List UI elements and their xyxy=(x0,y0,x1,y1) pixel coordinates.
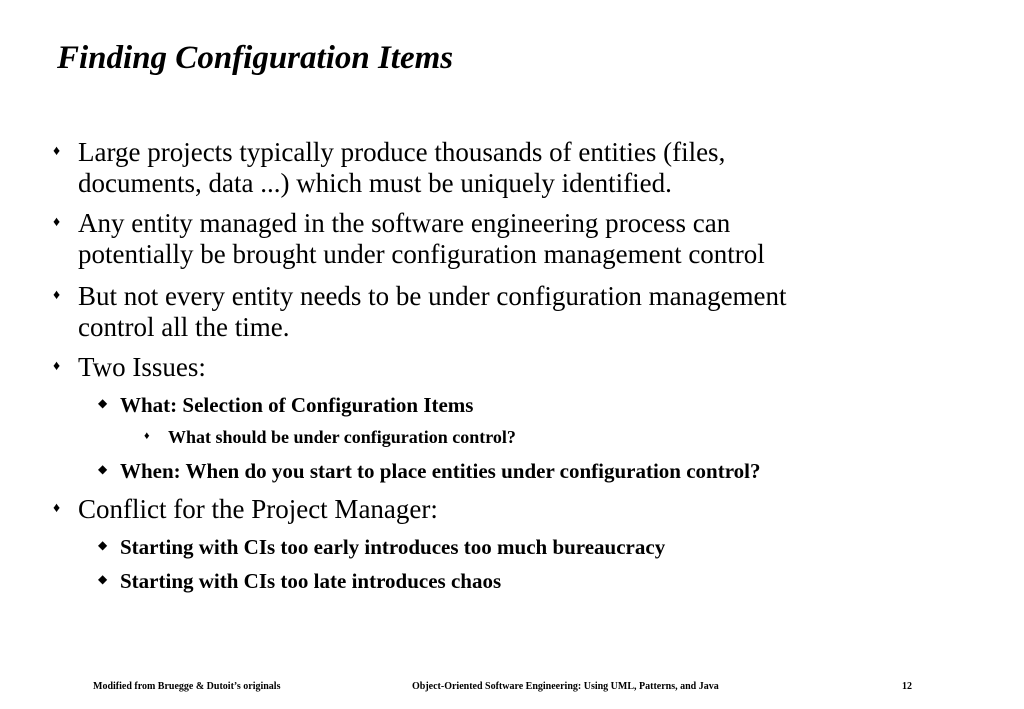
sub-bullet-item xyxy=(98,458,1000,484)
sub-bullet-item xyxy=(98,534,1000,560)
bullet-line: documents, data ...) which must be uniquely identified. xyxy=(78,168,672,198)
bullet-item xyxy=(53,494,978,525)
bullet-line: Conflict for the Project Manager: xyxy=(78,494,438,524)
bullet-line: Large projects typically produce thousands of entities (files, xyxy=(78,137,726,167)
bullet-line: But not every entity needs to be under configuration management xyxy=(78,281,787,311)
diamond-bullet-icon: ♦ xyxy=(53,359,61,374)
sub-bullet-text: Starting with CIs too late introduces chaos xyxy=(120,569,502,593)
sub-bullet-text: Starting with CIs too early introduces too much bureaucracy xyxy=(120,535,666,559)
small-diamond-bullet-icon: ◆ xyxy=(98,462,108,476)
small-diamond-bullet-icon: ◆ xyxy=(98,396,108,410)
sub-bullet-item xyxy=(98,392,1000,418)
diamond-bullet-icon: ♦ xyxy=(53,215,61,230)
diamond-bullet-icon: ♦ xyxy=(53,144,61,159)
bullet-line: Any entity managed in the software engineering process can xyxy=(78,208,731,238)
sub-bullet-text: What: Selection of Configuration Items xyxy=(120,393,474,417)
small-diamond-bullet-icon: ◆ xyxy=(98,538,108,552)
footer-book-title: Object-Oriented Software Engineering: Using UML, Patterns, and Java xyxy=(412,681,719,692)
sub-bullet-text: When: When do you start to place entities under configuration control? xyxy=(120,459,761,483)
bullet-line: control all the time. xyxy=(78,312,290,342)
sub-bullet-item xyxy=(98,568,1000,594)
sub-sub-bullet-item xyxy=(144,426,968,448)
diamond-bullet-icon: ♦ xyxy=(53,288,61,303)
page-number: 12 xyxy=(902,681,912,692)
bullet-item xyxy=(53,352,978,383)
sub-sub-bullet-text: What should be under configuration control? xyxy=(168,427,516,447)
bullet-line: potentially be brought under configuration management control xyxy=(78,239,765,269)
bullet-line: Two Issues: xyxy=(78,352,206,382)
bullet-item xyxy=(53,281,978,343)
tiny-diamond-bullet-icon: ♦ xyxy=(144,430,150,442)
bullet-item xyxy=(53,137,978,199)
bullet-item xyxy=(53,208,978,270)
small-diamond-bullet-icon: ◆ xyxy=(98,572,108,586)
diamond-bullet-icon: ♦ xyxy=(53,501,61,516)
footer-attribution: Modified from Bruegge & Dutoit’s originals xyxy=(93,681,281,692)
slide-title: Finding Configuration Items xyxy=(57,40,454,76)
